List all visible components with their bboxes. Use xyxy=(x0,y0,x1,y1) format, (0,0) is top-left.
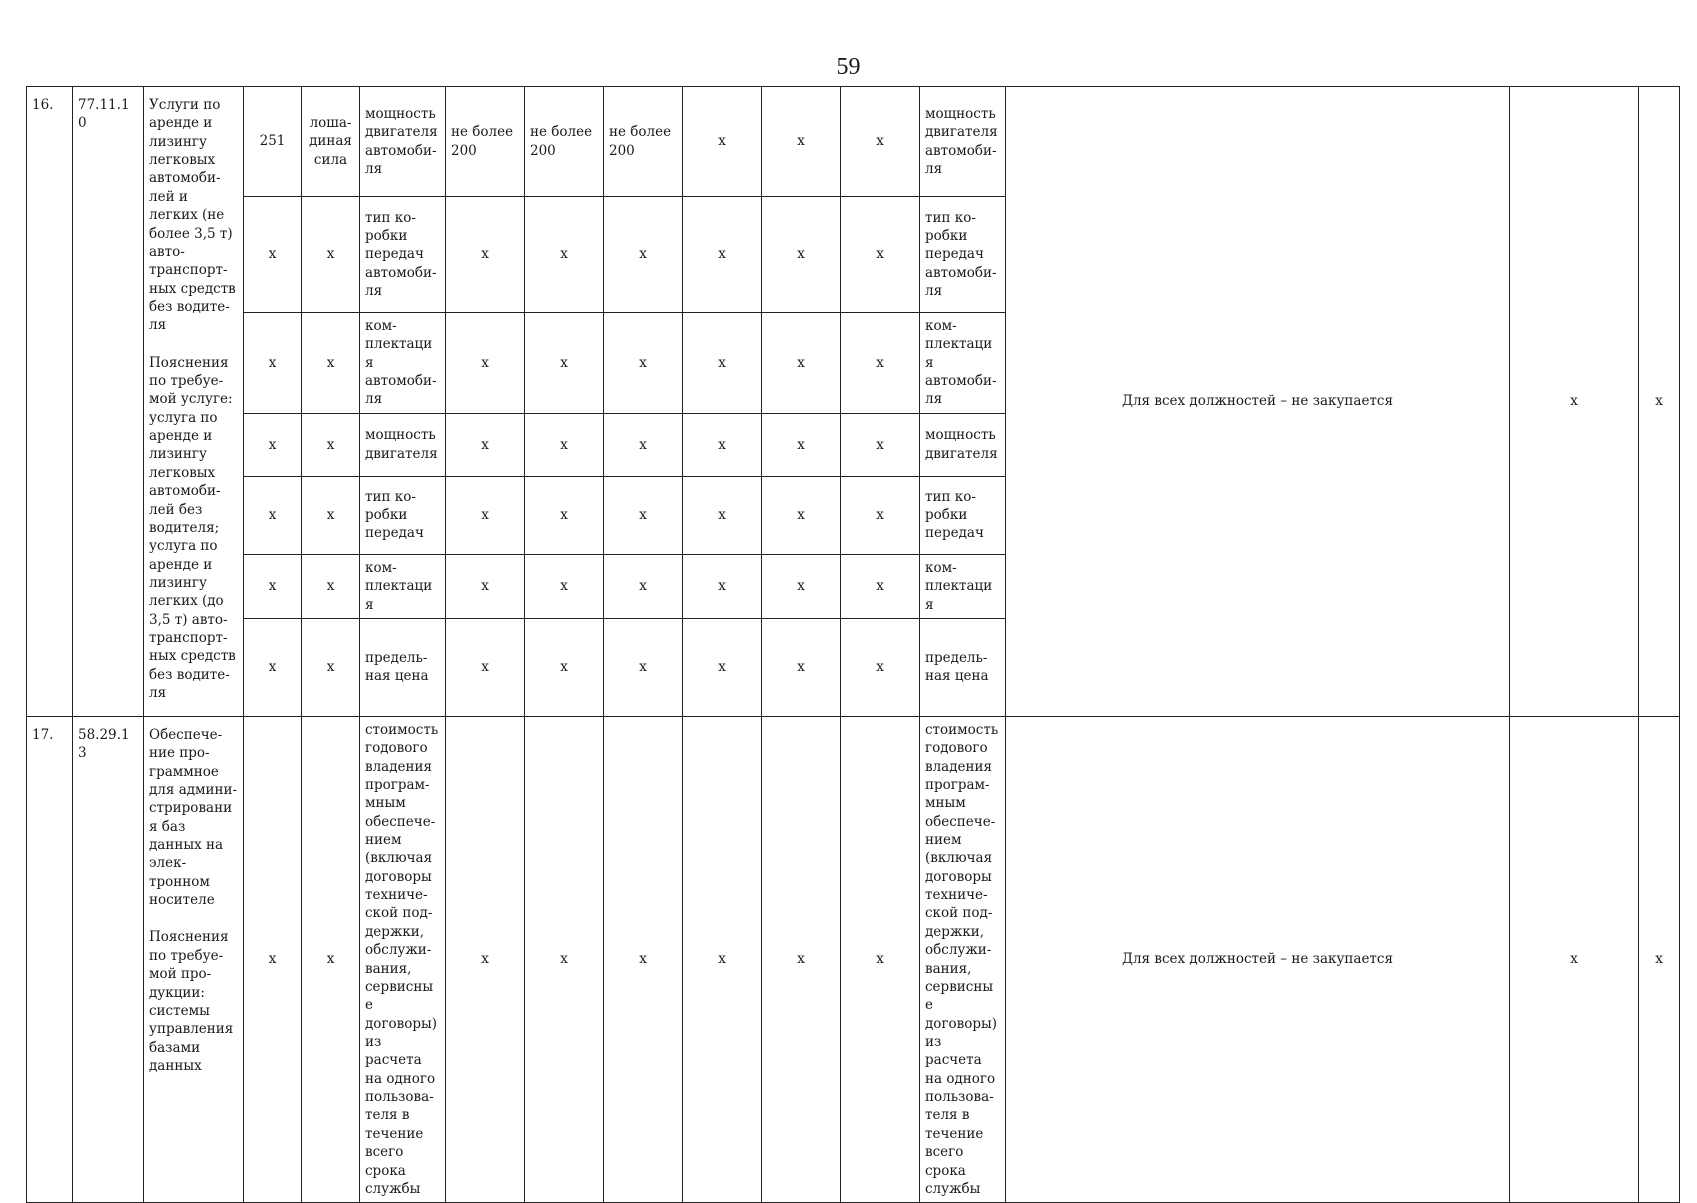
value-5: х xyxy=(762,87,841,197)
okpd-code: 58.29.13 xyxy=(73,716,144,1202)
okei-name: х xyxy=(302,618,360,716)
characteristic: мощность двигателя xyxy=(360,413,446,476)
value-1: не более 200 xyxy=(446,87,525,197)
last-col-1: х xyxy=(1510,716,1639,1202)
characteristic-2: мощность двигателя xyxy=(920,413,1006,476)
characteristic-2: мощность двигателя автомоби-ля xyxy=(920,87,1006,197)
value-2: х xyxy=(525,313,604,414)
last-col-2: х xyxy=(1639,716,1680,1202)
table-row xyxy=(27,87,1680,197)
okei-code: х xyxy=(244,313,302,414)
item-note: Пояснения по требуе-мой услуге: услуга по аренде и лизингу легковых автомоби-лей без водителя; услуга по аренде и лизингу легких (до 3,5 т) авто-транспорт-ных средств без водите-ля xyxy=(149,354,236,702)
value-3: х xyxy=(604,554,683,618)
okei-code: х xyxy=(244,554,302,618)
value-2: х xyxy=(525,618,604,716)
value-2: х xyxy=(525,413,604,476)
value-1: х xyxy=(446,554,525,618)
characteristic: тип ко-робки передач xyxy=(360,476,446,554)
characteristic: ком-плектация автомоби-ля xyxy=(360,313,446,414)
characteristic: предель-ная цена xyxy=(360,618,446,716)
row-number: 17. xyxy=(27,716,73,1202)
requirements-table xyxy=(26,86,1680,1203)
okei-name: х xyxy=(302,554,360,618)
okpd-code: 77.11.10 xyxy=(73,87,144,717)
value-6: х xyxy=(841,413,920,476)
okei-code: х xyxy=(244,197,302,313)
value-5: х xyxy=(762,197,841,313)
value-4: х xyxy=(683,476,762,554)
value-6: х xyxy=(841,554,920,618)
characteristic: тип ко-робки передач автомоби-ля xyxy=(360,197,446,313)
value-5: х xyxy=(762,313,841,414)
okei-code: х xyxy=(244,716,302,1202)
positions-note: Для всех должностей – не закупается xyxy=(1006,87,1510,717)
item-name-cell xyxy=(144,716,244,1202)
characteristic: стоимость годового владения програм-мным обеспече-нием (включая договоры техниче-ской под-держки, обслужи-вания, сервисные договоры) из расчета на одного пользова-теля в течение всего срока службы xyxy=(360,716,446,1202)
value-1: х xyxy=(446,197,525,313)
value-3: х xyxy=(604,476,683,554)
value-4: х xyxy=(683,618,762,716)
value-5: х xyxy=(762,476,841,554)
characteristic: мощность двигателя автомоби-ля xyxy=(360,87,446,197)
okei-code: х xyxy=(244,618,302,716)
characteristic: ком-плектация xyxy=(360,554,446,618)
value-2: х xyxy=(525,197,604,313)
characteristic-2: стоимость годового владения програм-мным обеспече-нием (включая договоры техниче-ской под-держки, обслужи-вания, сервисные договоры) из расчета на одного пользова-теля в течение всего срока службы xyxy=(920,716,1006,1202)
value-2: не более 200 xyxy=(525,87,604,197)
value-1: х xyxy=(446,476,525,554)
value-3: х xyxy=(604,413,683,476)
value-5: х xyxy=(762,554,841,618)
value-3: х xyxy=(604,618,683,716)
item-note: Пояснения по требуе-мой про-дукции: системы управления базами данных xyxy=(149,929,234,1074)
value-2: х xyxy=(525,554,604,618)
okei-name: х xyxy=(302,197,360,313)
value-4: х xyxy=(683,413,762,476)
characteristic-2: тип ко-робки передач автомоби-ля xyxy=(920,197,1006,313)
value-6: х xyxy=(841,313,920,414)
value-5: х xyxy=(762,413,841,476)
value-3: х xyxy=(604,716,683,1202)
characteristic-2: ком-плектация xyxy=(920,554,1006,618)
item-name: Услуги по аренде и лизингу легковых автомоби-лей и легких (не более 3,5 т) авто-транспорт-ных средств без водите-ля xyxy=(149,97,236,334)
value-4: х xyxy=(683,716,762,1202)
value-6: х xyxy=(841,476,920,554)
characteristic-2: тип ко-робки передач xyxy=(920,476,1006,554)
value-6: х xyxy=(841,618,920,716)
value-6: х xyxy=(841,197,920,313)
characteristic-2: предель-ная цена xyxy=(920,618,1006,716)
okei-name: х xyxy=(302,476,360,554)
value-6: х xyxy=(841,716,920,1202)
value-2: х xyxy=(525,476,604,554)
value-1: х xyxy=(446,313,525,414)
last-col-1: х xyxy=(1510,87,1639,717)
value-3: не более 200 xyxy=(604,87,683,197)
positions-note: Для всех должностей – не закупается xyxy=(1006,716,1510,1202)
item-name: Обеспече-ние про-граммное для админи-стрирования баз данных на элек-тронном носителе xyxy=(149,726,238,909)
characteristic-2: ком-плектация автомоби-ля xyxy=(920,313,1006,414)
item-name-cell xyxy=(144,87,244,717)
okei-code: х xyxy=(244,413,302,476)
value-5: х xyxy=(762,618,841,716)
okei-name: х xyxy=(302,313,360,414)
row-number: 16. xyxy=(27,87,73,717)
value-5: х xyxy=(762,716,841,1202)
page-number: 59 xyxy=(836,54,861,80)
okei-name: лоша-диная сила xyxy=(302,87,360,197)
value-1: х xyxy=(446,413,525,476)
value-4: х xyxy=(683,554,762,618)
value-3: х xyxy=(604,313,683,414)
okei-name: х xyxy=(302,413,360,476)
value-3: х xyxy=(604,197,683,313)
value-4: х xyxy=(683,313,762,414)
value-6: х xyxy=(841,87,920,197)
table-row xyxy=(27,716,1680,1202)
value-4: х xyxy=(683,197,762,313)
value-2: х xyxy=(525,716,604,1202)
okei-code: х xyxy=(244,476,302,554)
value-1: х xyxy=(446,716,525,1202)
okei-code: 251 xyxy=(244,87,302,197)
value-4: х xyxy=(683,87,762,197)
okei-name: х xyxy=(302,716,360,1202)
value-1: х xyxy=(446,618,525,716)
last-col-2: х xyxy=(1639,87,1680,717)
